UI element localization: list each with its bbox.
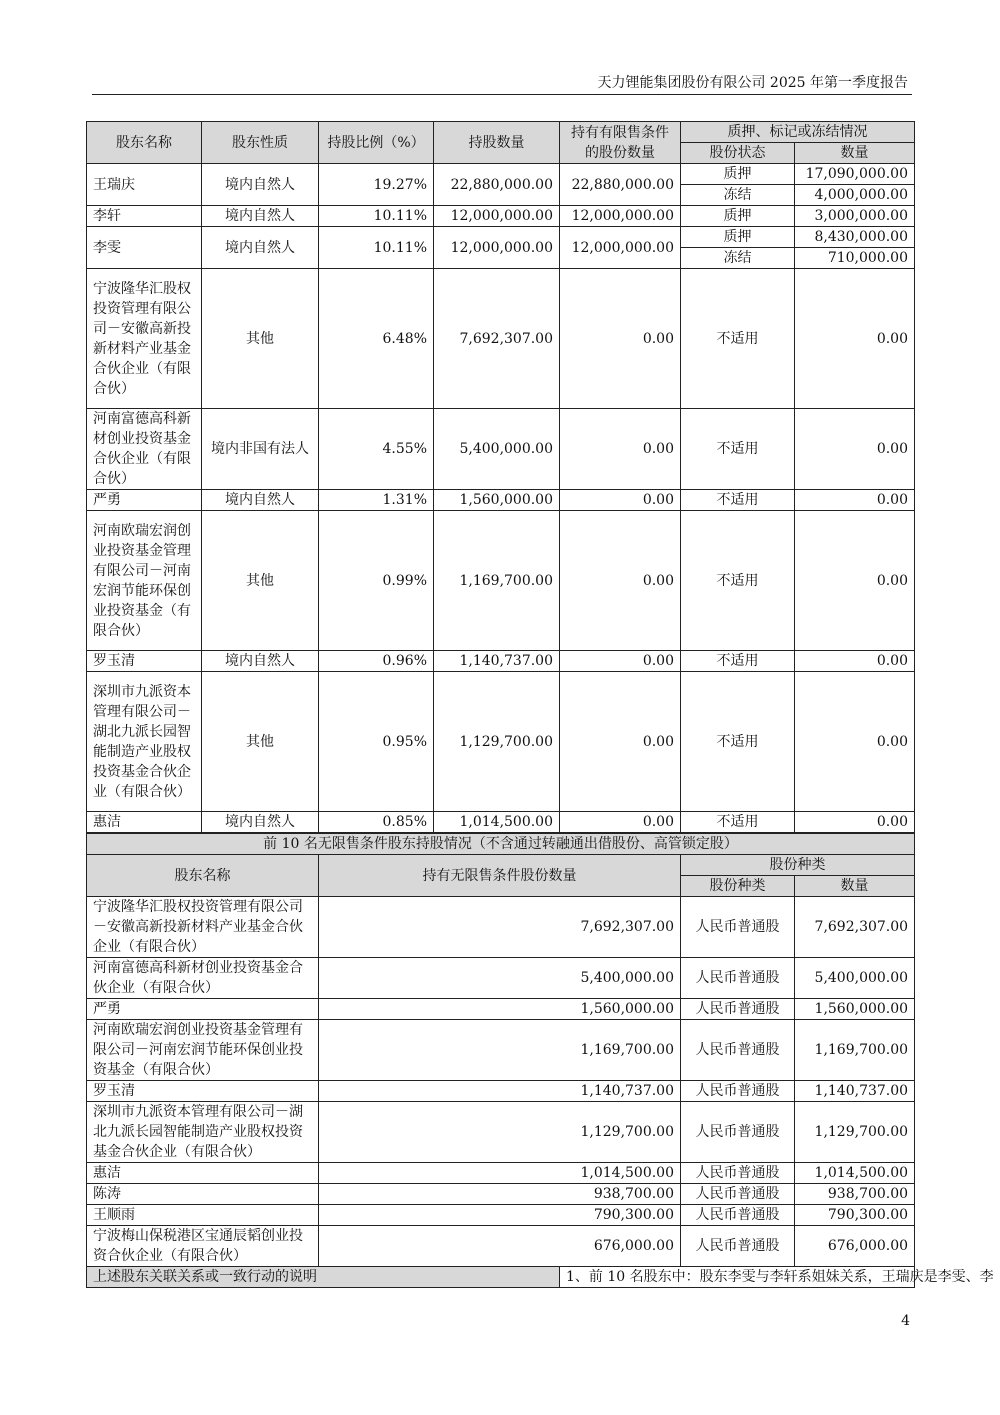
- share-type-qty: 676,000.00: [795, 1226, 915, 1267]
- unrestricted-qty: 5,400,000.00: [319, 958, 681, 999]
- holding-ratio: 10.11%: [319, 206, 434, 227]
- t2-header-share-type: 股份种类: [681, 876, 795, 897]
- shareholder-name: 李轩: [87, 206, 202, 227]
- shareholder-name: 宁波隆华汇股权投资管理有限公司－安徽高新投新材料产业基金合伙企业（有限合伙）: [87, 269, 202, 409]
- shareholder-nature: 其他: [202, 511, 319, 651]
- table-row: [87, 958, 915, 999]
- share-type: 人民币普通股: [681, 897, 795, 958]
- share-type: 人民币普通股: [681, 1205, 795, 1226]
- shareholder-name: 深圳市九派资本管理有限公司－湖北九派长园智能制造产业股权投资基金合伙企业（有限合伙）: [87, 672, 202, 812]
- unrestricted-qty: 790,300.00: [319, 1205, 681, 1226]
- share-type-qty: 1,140,737.00: [795, 1081, 915, 1102]
- shareholder-name: 宁波隆华汇股权投资管理有限公司－安徽高新投新材料产业基金合伙企业（有限合伙）: [87, 897, 319, 958]
- holding-qty: 1,169,700.00: [434, 511, 560, 651]
- pledge-qty: 0.00: [795, 490, 915, 511]
- pledge-status: 冻结: [681, 185, 795, 206]
- table-row: [87, 269, 915, 409]
- shareholder-name: 李雯: [87, 227, 202, 269]
- share-type: 人民币普通股: [681, 1102, 795, 1163]
- table-row: [87, 1184, 915, 1205]
- col-header-qty: 持股数量: [434, 122, 560, 164]
- table-row: [87, 206, 915, 227]
- col-header-name: 股东名称: [87, 122, 202, 164]
- holding-ratio: 10.11%: [319, 227, 434, 269]
- share-type: 人民币普通股: [681, 1226, 795, 1267]
- pledge-qty: 4,000,000.00: [795, 185, 915, 206]
- shareholder-name: 陈涛: [87, 1184, 319, 1205]
- relation-label: 上述股东关联关系或一致行动的说明: [87, 1267, 560, 1288]
- pledge-qty: 0.00: [795, 269, 915, 409]
- table-row: [87, 812, 915, 833]
- share-type-qty: 1,129,700.00: [795, 1102, 915, 1163]
- table-row: [87, 672, 915, 812]
- t2-header-qty: 持有无限售条件股份数量: [319, 855, 681, 897]
- share-type: 人民币普通股: [681, 1081, 795, 1102]
- col-header-ratio: 持股比例（%）: [319, 122, 434, 164]
- share-type: 人民币普通股: [681, 999, 795, 1020]
- share-type: 人民币普通股: [681, 1020, 795, 1081]
- holding-ratio: 19.27%: [319, 164, 434, 206]
- shareholder-name: 严勇: [87, 999, 319, 1020]
- holding-qty: 22,880,000.00: [434, 164, 560, 206]
- restricted-qty: 0.00: [560, 812, 681, 833]
- table-row: [87, 999, 915, 1020]
- table-row: [87, 897, 915, 958]
- shareholder-name: 深圳市九派资本管理有限公司－湖北九派长园智能制造产业股权投资基金合伙企业（有限合伙）: [87, 1102, 319, 1163]
- pledge-status: 不适用: [681, 269, 795, 409]
- report-title: 天力锂能集团股份有限公司 2025 年第一季度报告: [597, 75, 908, 91]
- unrestricted-table-body: [87, 897, 915, 1267]
- shareholder-name: 河南富德高科新材创业投资基金合伙企业（有限合伙）: [87, 409, 202, 490]
- share-type: 人民币普通股: [681, 1163, 795, 1184]
- pledge-status: 不适用: [681, 812, 795, 833]
- holding-ratio: 0.85%: [319, 812, 434, 833]
- pledge-status: 不适用: [681, 409, 795, 490]
- restricted-qty: 0.00: [560, 651, 681, 672]
- relation-text: 1、前 10 名股东中：股东李雯与李轩系姐妹关系，王瑞庆是李雯、李: [560, 1267, 915, 1288]
- pledge-qty: 17,090,000.00: [795, 164, 915, 185]
- table-row: [87, 1102, 915, 1163]
- unrestricted-qty: 938,700.00: [319, 1184, 681, 1205]
- pledge-qty: 0.00: [795, 651, 915, 672]
- pledge-qty: 0.00: [795, 409, 915, 490]
- pledge-qty: 0.00: [795, 511, 915, 651]
- holding-ratio: 0.96%: [319, 651, 434, 672]
- restricted-qty: 0.00: [560, 409, 681, 490]
- pledge-status: 质押: [681, 227, 795, 248]
- pledge-status: 不适用: [681, 490, 795, 511]
- share-type: 人民币普通股: [681, 958, 795, 999]
- t2-header-share-type-group: 股份种类: [681, 855, 915, 876]
- pledge-status: 不适用: [681, 672, 795, 812]
- section-title: 前 10 名无限售条件股东持股情况（不含通过转融通出借股份、高管锁定股）: [87, 834, 915, 855]
- holding-ratio: 6.48%: [319, 269, 434, 409]
- unrestricted-qty: 1,129,700.00: [319, 1102, 681, 1163]
- holding-qty: 12,000,000.00: [434, 227, 560, 269]
- shareholders-table-body: [87, 164, 915, 833]
- shareholder-nature: 境内自然人: [202, 164, 319, 206]
- shareholders-table: [86, 121, 915, 833]
- pledge-status: 冻结: [681, 248, 795, 269]
- holding-qty: 7,692,307.00: [434, 269, 560, 409]
- col-header-nature: 股东性质: [202, 122, 319, 164]
- shareholder-name: 河南欧瑞宏润创业投资基金管理有限公司－河南宏润节能环保创业投资基金（有限合伙）: [87, 511, 202, 651]
- pledge-status: 不适用: [681, 511, 795, 651]
- holding-qty: 1,014,500.00: [434, 812, 560, 833]
- pledge-qty: 0.00: [795, 672, 915, 812]
- restricted-qty: 22,880,000.00: [560, 164, 681, 206]
- shareholder-nature: 境内非国有法人: [202, 409, 319, 490]
- holding-ratio: 0.95%: [319, 672, 434, 812]
- table-row: [87, 1020, 915, 1081]
- pledge-status: 质押: [681, 164, 795, 185]
- restricted-qty: 12,000,000.00: [560, 227, 681, 269]
- restricted-qty: 0.00: [560, 672, 681, 812]
- shareholder-name: 王顺雨: [87, 1205, 319, 1226]
- share-type: 人民币普通股: [681, 1184, 795, 1205]
- table-row: [87, 651, 915, 672]
- t2-header-type-qty: 数量: [795, 876, 915, 897]
- shareholder-name: 宁波梅山保税港区宝通辰韬创业投资合伙企业（有限合伙）: [87, 1226, 319, 1267]
- unrestricted-qty: 1,560,000.00: [319, 999, 681, 1020]
- unrestricted-qty: 676,000.00: [319, 1226, 681, 1267]
- share-type-qty: 790,300.00: [795, 1205, 915, 1226]
- restricted-qty: 12,000,000.00: [560, 206, 681, 227]
- shareholder-name: 王瑞庆: [87, 164, 202, 206]
- share-type-qty: 5,400,000.00: [795, 958, 915, 999]
- shareholder-nature: 其他: [202, 269, 319, 409]
- table-row: [87, 227, 915, 248]
- unrestricted-shareholders-table: [86, 833, 994, 1288]
- col-header-pledge-qty: 数量: [795, 143, 915, 164]
- shareholder-name: 严勇: [87, 490, 202, 511]
- shareholder-name: 罗玉清: [87, 651, 202, 672]
- pledge-qty: 3,000,000.00: [795, 206, 915, 227]
- holding-qty: 1,560,000.00: [434, 490, 560, 511]
- table-row: [87, 490, 915, 511]
- shareholder-nature: 其他: [202, 672, 319, 812]
- shareholder-nature: 境内自然人: [202, 651, 319, 672]
- col-header-pledge-group: 质押、标记或冻结情况: [681, 122, 915, 143]
- holding-qty: 1,129,700.00: [434, 672, 560, 812]
- shareholder-nature: 境内自然人: [202, 490, 319, 511]
- table-row: [87, 511, 915, 651]
- unrestricted-qty: 1,014,500.00: [319, 1163, 681, 1184]
- shareholder-name: 河南富德高科新材创业投资基金合伙企业（有限合伙）: [87, 958, 319, 999]
- holding-qty: 5,400,000.00: [434, 409, 560, 490]
- shareholder-name: 惠洁: [87, 1163, 319, 1184]
- shareholder-nature: 境内自然人: [202, 227, 319, 269]
- unrestricted-qty: 7,692,307.00: [319, 897, 681, 958]
- shareholder-name: 河南欧瑞宏润创业投资基金管理有限公司－河南宏润节能环保创业投资基金（有限合伙）: [87, 1020, 319, 1081]
- table-row: [87, 1226, 915, 1267]
- pledge-status: 不适用: [681, 651, 795, 672]
- holding-qty: 1,140,737.00: [434, 651, 560, 672]
- unrestricted-qty: 1,169,700.00: [319, 1020, 681, 1081]
- holding-qty: 12,000,000.00: [434, 206, 560, 227]
- share-type-qty: 1,014,500.00: [795, 1163, 915, 1184]
- pledge-qty: 8,430,000.00: [795, 227, 915, 248]
- t2-header-name: 股东名称: [87, 855, 319, 897]
- pledge-status: 质押: [681, 206, 795, 227]
- unrestricted-qty: 1,140,737.00: [319, 1081, 681, 1102]
- table-row: [87, 409, 915, 490]
- col-header-pledge-status: 股份状态: [681, 143, 795, 164]
- share-type-qty: 1,169,700.00: [795, 1020, 915, 1081]
- table-row: [87, 1205, 915, 1226]
- table-row: [87, 164, 915, 185]
- page-number: 4: [901, 1313, 910, 1329]
- shareholder-nature: 境内自然人: [202, 206, 319, 227]
- restricted-qty: 0.00: [560, 511, 681, 651]
- shareholder-name: 惠洁: [87, 812, 202, 833]
- shareholder-nature: 境内自然人: [202, 812, 319, 833]
- restricted-qty: 0.00: [560, 269, 681, 409]
- restricted-qty: 0.00: [560, 490, 681, 511]
- share-type-qty: 938,700.00: [795, 1184, 915, 1205]
- shareholder-name: 罗玉清: [87, 1081, 319, 1102]
- col-header-restricted: 持有有限售条件的股份数量: [560, 122, 681, 164]
- table-row: [87, 1081, 915, 1102]
- pledge-qty: 0.00: [795, 812, 915, 833]
- holding-ratio: 1.31%: [319, 490, 434, 511]
- holding-ratio: 0.99%: [319, 511, 434, 651]
- pledge-qty: 710,000.00: [795, 248, 915, 269]
- share-type-qty: 7,692,307.00: [795, 897, 915, 958]
- page-header: [92, 68, 912, 95]
- holding-ratio: 4.55%: [319, 409, 434, 490]
- table-row: [87, 1163, 915, 1184]
- share-type-qty: 1,560,000.00: [795, 999, 915, 1020]
